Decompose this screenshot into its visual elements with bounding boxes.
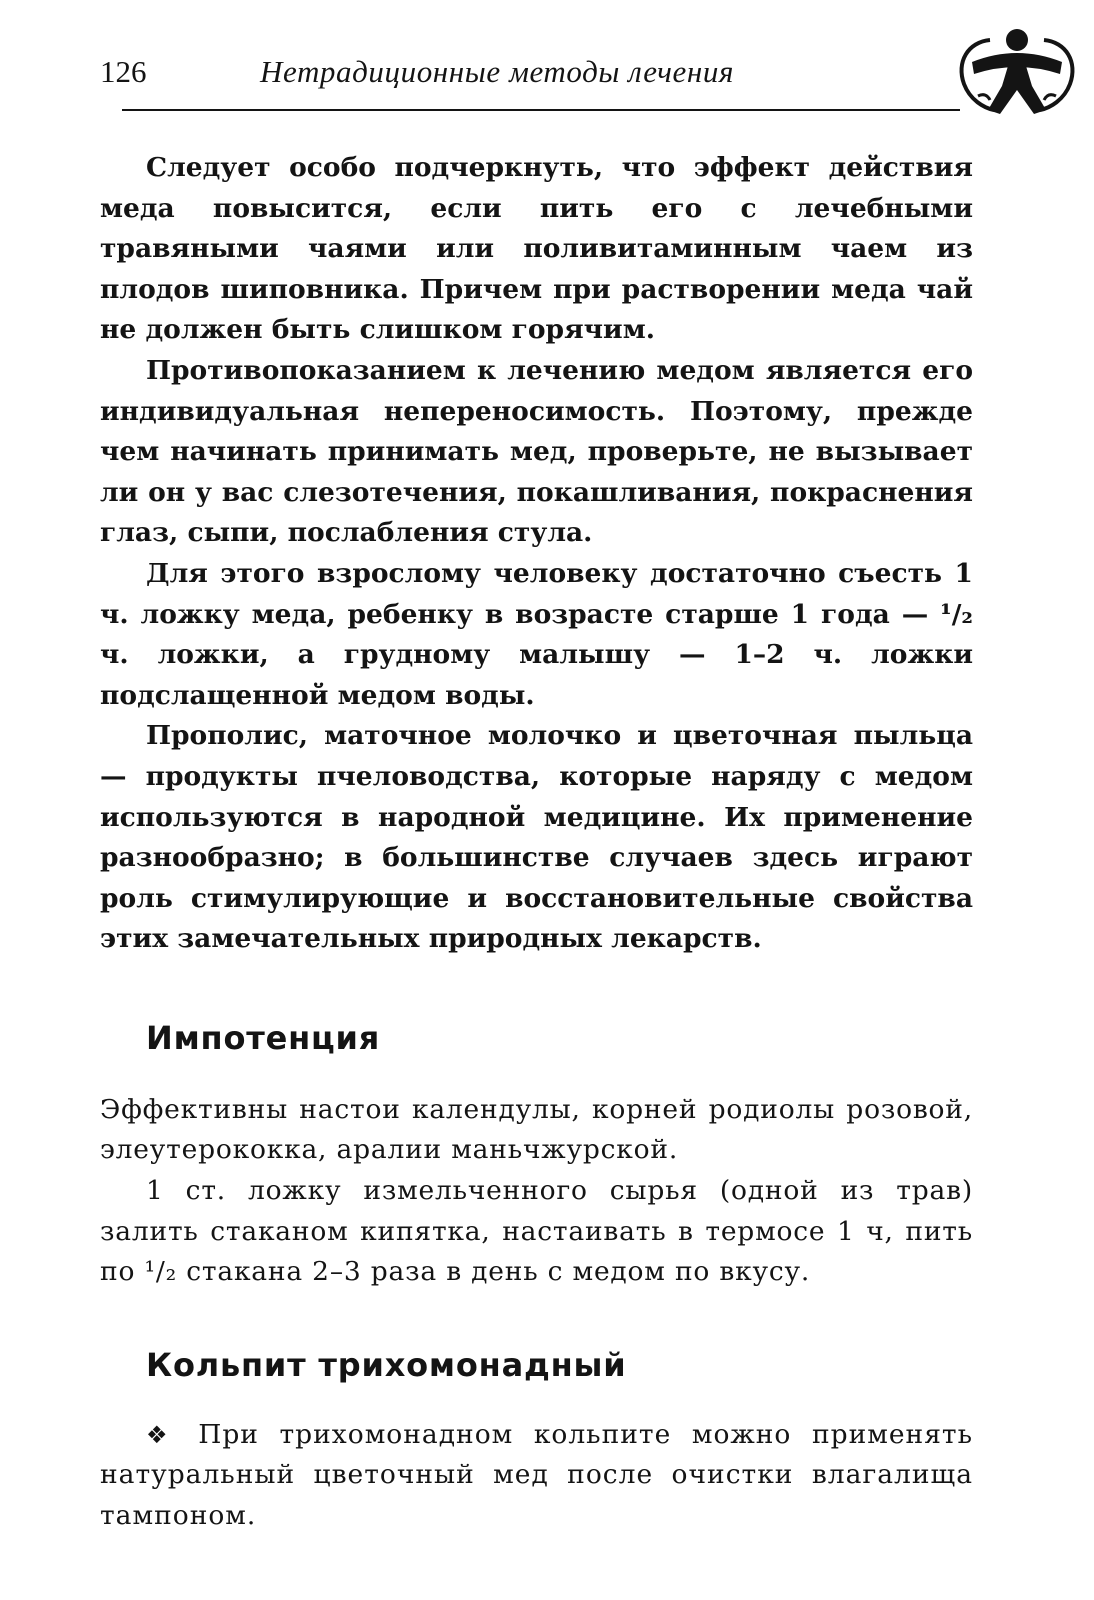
paragraph-test-dose: Для этого взрослому человеку достаточно съесть 1 ч. ложку меда, ребенку в возрасте старше 1 года — ¹/₂ ч. ложки, а грудному малышу — 1–2 ч. ложки подслащенной медом воды.: [100, 557, 973, 711]
paragraph-honey-with-tea: Следует особо подчеркнуть, что эффект действия меда повысится, если пить его с лечебными травяными чаями или поливитаминным чаем из плодов шиповника. Причем при растворении меда чай не должен быть слишком горячим.: [100, 152, 973, 346]
paragraph-impotence-herbs: Эффективны настои календулы, корней родиолы розовой, элеутерококка, аралии маньчжурской.: [100, 1093, 973, 1166]
paragraph-contraindications: Противопоказанием к лечению медом является его индивидуальная непереносимость. Поэтому, прежде чем начинать принимать мед, проверьте, не вызывает ли он у вас слезотечения, покашливания, покраснения глаз, сыпи, послабления стула.: [100, 354, 973, 549]
header-rule: [122, 109, 960, 111]
paragraph-colpitis-text: При трихомонадном кольпите можно применять натуральный цветочный мед после очистки влагалища тампоном.: [100, 1418, 973, 1532]
human-figure-emblem-icon: [950, 26, 1084, 120]
page-header: [100, 48, 990, 118]
running-title: Нетрадиционные методы лечения: [260, 54, 734, 89]
paragraph-impotence-recipe: 1 ст. ложку измельченного сырья (одной из трав) залить стаканом кипятка, настаивать в термосе 1 ч, пить по ¹/₂ стакана 2–3 раза в день с медом по вкусу.: [100, 1175, 973, 1288]
page-number: 126: [100, 54, 147, 89]
page-body: [100, 148, 973, 1537]
section-heading-colpitis: Кольпит трихомонадный: [146, 1345, 627, 1384]
paragraph-bee-products: Прополис, маточное молочко и цветочная пыльца — продукты пчеловодства, которые наряду с медом используются в народной медицине. Их применение разнообразно; в большинстве случаев здесь играют роль стимулирующие и восстановительные свойства этих замечательных природных лекарств.: [100, 720, 973, 955]
section-heading-impotence: Импотенция: [146, 1018, 381, 1057]
paragraph-colpitis-treatment: [100, 1415, 973, 1537]
four-diamond-bullet-icon: ❖: [146, 1420, 178, 1449]
